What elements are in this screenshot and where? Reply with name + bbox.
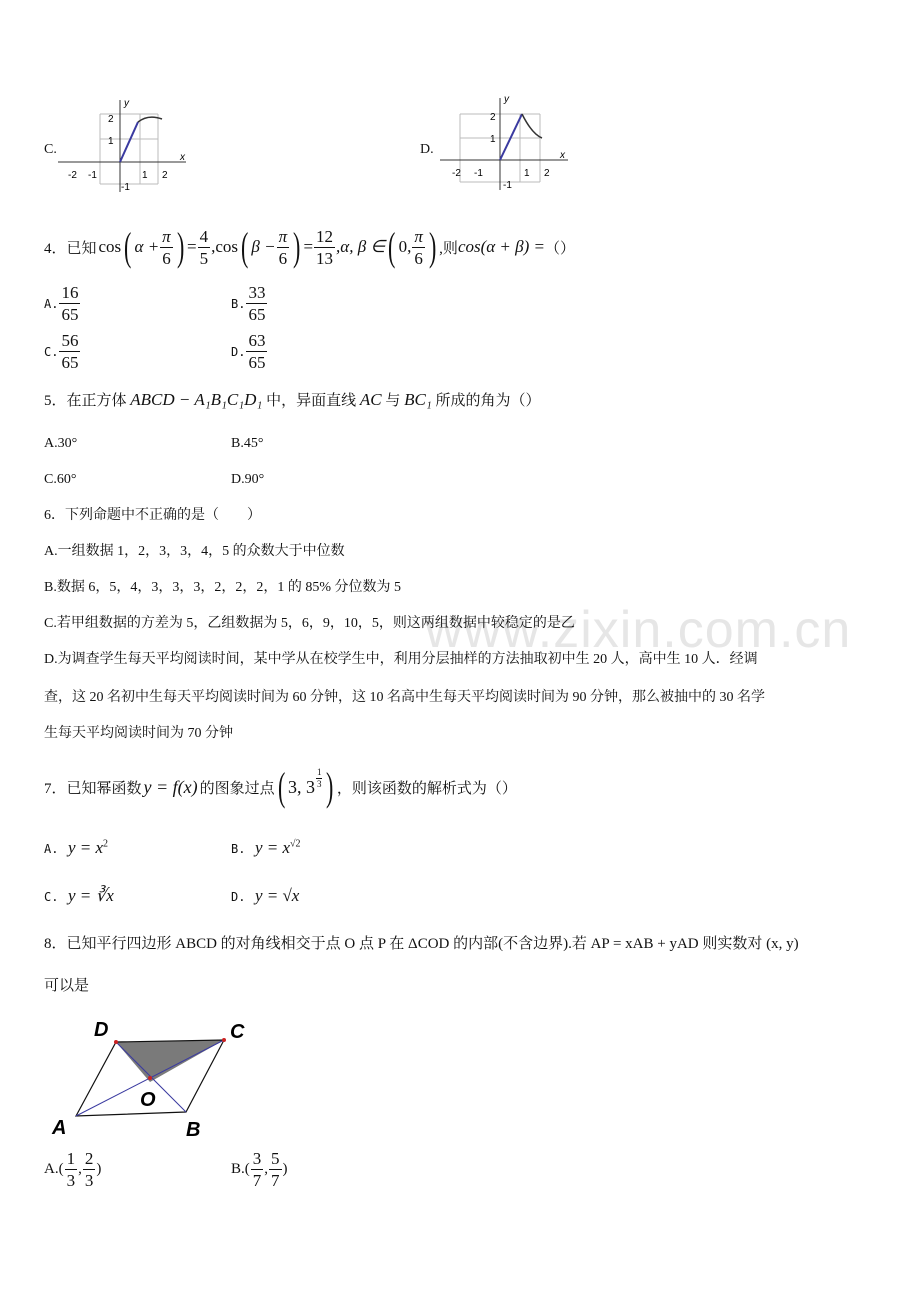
svg-text:2: 2 bbox=[162, 170, 168, 181]
q8-option-a: A. ( $\frac{1}{3}$ , $\frac{2}{3}$ ) bbox=[44, 1149, 102, 1190]
label-c: C bbox=[230, 1021, 245, 1043]
svg-text:-2: -2 bbox=[452, 168, 461, 179]
q5-option-a: A.30° bbox=[44, 436, 78, 451]
q6-option-b: B.数据 6，5，4，3，3，3，2，2，2，1 的 85% 分位数为 5 bbox=[44, 580, 401, 595]
q6-option-c: C.若甲组数据的方差为 5，乙组数据为 5，6，9，10，5，则这两组数据中较稳定的是乙 bbox=[44, 616, 575, 631]
shaded-triangle-cod bbox=[116, 1040, 224, 1082]
svg-text:2: 2 bbox=[108, 114, 114, 125]
q8-option-b: B. ( $\frac{3}{7}$ , $\frac{5}{7}$ ) bbox=[231, 1149, 288, 1190]
q7-option-d: D. y = √x bbox=[231, 886, 300, 905]
svg-text:1: 1 bbox=[108, 136, 114, 147]
q5-option-c: C.60° bbox=[44, 472, 77, 487]
label-b: B bbox=[186, 1119, 201, 1141]
svg-text:2: 2 bbox=[490, 112, 496, 123]
graph-option-c bbox=[58, 92, 193, 202]
q6-option-a: A.一组数据 1，2，3，3，4，5 的众数大于中位数 bbox=[44, 544, 345, 559]
svg-text:1: 1 bbox=[524, 168, 530, 179]
svg-text:-1: -1 bbox=[88, 170, 97, 181]
svg-text:-1: -1 bbox=[474, 168, 483, 179]
question-5-stem: 5．在正方体 ABCD − A₁B₁C₁D₁ 中，异面直线 AC 与 BC₁ 所成的角为（） bbox=[44, 390, 541, 409]
option-d-label: D. bbox=[420, 142, 434, 157]
q7-option-c: C. y = ∛x bbox=[44, 886, 114, 905]
question-8-stem-line1: 8．已知平行四边形 ABCD 的对角线相交于点 O 点 P 在 ΔCOD 的内部(不含边界).若 AP = xAB + yAD 则实数对 (x, y) bbox=[44, 936, 799, 952]
q6-option-d-line3: 生每天平均阅读时间为 70 分钟 bbox=[44, 726, 233, 741]
question-8-stem-line2: 可以是 bbox=[44, 978, 90, 994]
svg-text:1: 1 bbox=[142, 170, 148, 181]
label-d: D bbox=[94, 1019, 109, 1041]
option-c-label: C. bbox=[44, 142, 57, 157]
label-a: A bbox=[52, 1117, 67, 1139]
question-6-stem: 6．下列命题中不正确的是（ ） bbox=[44, 508, 261, 523]
svg-text:2: 2 bbox=[544, 168, 550, 179]
q6-option-d-line2: 查，这 20 名初中生每天平均阅读时间为 60 分钟，这 10 名高中生每天平均阅读时间为 90 分钟，那么被抽中的 30 名学 bbox=[44, 690, 765, 705]
graph-option-d bbox=[440, 90, 575, 200]
q4-option-c: C. $\frac{56}{65}$ bbox=[44, 331, 79, 372]
svg-text:-1: -1 bbox=[503, 180, 512, 191]
label-o: O bbox=[140, 1089, 156, 1111]
q4-option-d: D. $\frac{63}{65}$ bbox=[231, 331, 266, 372]
svg-text:-2: -2 bbox=[68, 170, 77, 181]
q7-option-a: A. $y = x^2$ bbox=[44, 838, 109, 857]
svg-text:x: x bbox=[560, 150, 565, 161]
q5-option-b: B.45° bbox=[231, 436, 264, 451]
question-7-stem: 7．已知幂函数 y = f(x) 的图象过点 ( 3, 3 $\frac{1}{3}$ ) ，则该函数的解析式为（） bbox=[44, 764, 517, 809]
q4-option-a: A. $\frac{16}{65}$ bbox=[44, 283, 79, 324]
q4-option-b: B. $\frac{33}{65}$ bbox=[231, 283, 266, 324]
svg-text:1: 1 bbox=[490, 134, 496, 145]
x-axis-label: x bbox=[180, 152, 185, 163]
svg-text:-1: -1 bbox=[121, 182, 130, 193]
svg-text:y: y bbox=[504, 94, 509, 105]
parallelogram-diagram bbox=[48, 1012, 268, 1142]
q6-option-d-line1: D.为调查学生每天平均阅读时间，某中学从在校学生中，利用分层抽样的方法抽取初中生 20 人，高中生 10 人．经调 bbox=[44, 652, 758, 667]
y-axis-label: y bbox=[124, 98, 129, 109]
q7-option-b: B. $y = x^{√2}$ bbox=[231, 838, 301, 857]
watermark: www.zixin.com.cn bbox=[425, 601, 852, 659]
question-4-stem: 4．已知 cos ( α + $\frac{\pi}{6}$ ) = $\frac{4}{5}$ ,cos ( β − $\frac{\pi}{6}$ ) = $\frac{12}{13}$ ,α, β ∈ ( 0, $\frac{\pi}{6}$ ) ,则 cos(α + β) = （） bbox=[44, 224, 576, 269]
q5-option-d: D.90° bbox=[231, 472, 265, 487]
